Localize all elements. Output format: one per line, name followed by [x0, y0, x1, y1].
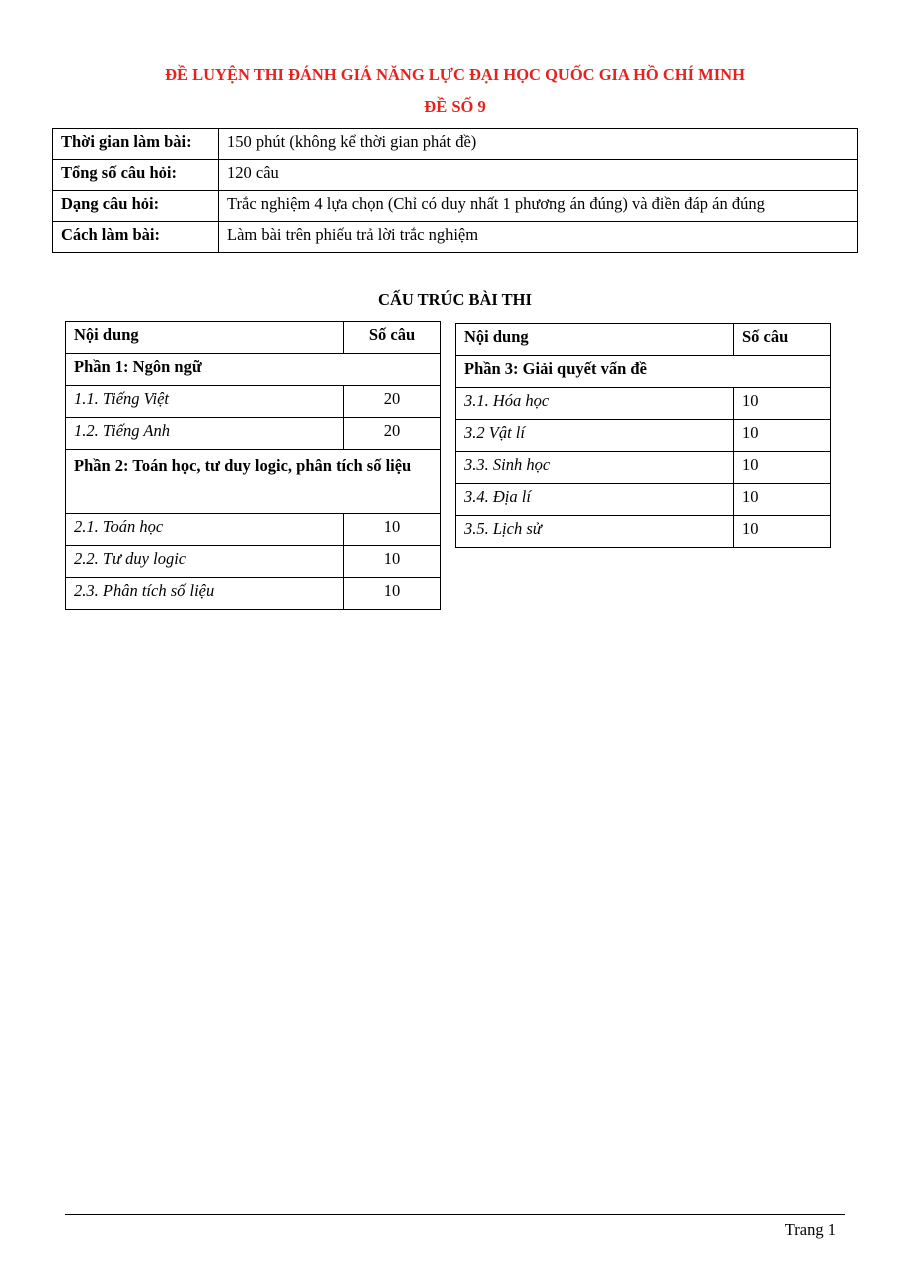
page-number: Trang 1	[784, 1220, 836, 1239]
part-row	[66, 354, 441, 386]
part-row	[66, 450, 441, 514]
info-row	[53, 191, 858, 222]
table-row	[456, 452, 831, 484]
column-header-count: Số câu	[734, 324, 831, 356]
question-count: 10	[344, 514, 441, 546]
subject-name: 2.3. Phân tích số liệu	[66, 578, 344, 610]
column-header-content: Nội dung	[66, 322, 344, 354]
exam-info-table	[52, 128, 858, 253]
info-row	[53, 129, 858, 160]
table-row	[66, 546, 441, 578]
subject-name: 1.2. Tiếng Anh	[66, 418, 344, 450]
subject-name: 1.1. Tiếng Việt	[66, 386, 344, 418]
column-header-content: Nội dung	[456, 324, 734, 356]
question-count: 10	[734, 452, 831, 484]
question-count: 10	[734, 516, 831, 548]
info-value: Làm bài trên phiếu trả lời trắc nghiệm	[219, 222, 858, 253]
info-label: Cách làm bài:	[53, 222, 219, 253]
question-count: 20	[344, 386, 441, 418]
info-label: Tổng số câu hỏi:	[53, 160, 219, 191]
part-row	[456, 356, 831, 388]
structure-table-right	[455, 323, 831, 548]
question-count: 10	[734, 388, 831, 420]
document-title: ĐỀ LUYỆN THI ĐÁNH GIÁ NĂNG LỰC ĐẠI HỌC QUỐC GIA HỒ CHÍ MINH	[165, 65, 745, 84]
part-heading: Phần 3: Giải quyết vấn đề	[456, 356, 831, 388]
table-row	[456, 484, 831, 516]
footer-divider	[65, 1214, 845, 1215]
table-row	[66, 578, 441, 610]
question-count: 10	[734, 484, 831, 516]
info-label: Thời gian làm bài:	[53, 129, 219, 160]
info-value: 150 phút (không kể thời gian phát đề)	[219, 129, 858, 160]
part-heading: Phần 2: Toán học, tư duy logic, phân tích số liệu	[66, 450, 441, 514]
table-header-row	[456, 324, 831, 356]
table-row	[456, 516, 831, 548]
subject-name: 3.1. Hóa học	[456, 388, 734, 420]
part-heading: Phần 1: Ngôn ngữ	[66, 354, 441, 386]
question-count: 10	[344, 546, 441, 578]
subject-name: 2.2. Tư duy logic	[66, 546, 344, 578]
subject-name: 3.5. Lịch sử	[456, 516, 734, 548]
question-count: 20	[344, 418, 441, 450]
table-row	[456, 420, 831, 452]
column-header-count: Số câu	[344, 322, 441, 354]
table-row	[66, 514, 441, 546]
info-row	[53, 160, 858, 191]
table-header-row	[66, 322, 441, 354]
subject-name: 3.4. Địa lí	[456, 484, 734, 516]
info-row	[53, 222, 858, 253]
table-row	[66, 386, 441, 418]
table-row	[456, 388, 831, 420]
structure-heading: CẤU TRÚC BÀI THI	[378, 290, 532, 309]
table-row	[66, 418, 441, 450]
question-count: 10	[344, 578, 441, 610]
info-label: Dạng câu hỏi:	[53, 191, 219, 222]
exam-number: ĐỀ SỐ 9	[424, 97, 486, 116]
info-value: Trắc nghiệm 4 lựa chọn (Chỉ có duy nhất 1 phương án đúng) và điền đáp án đúng	[219, 191, 858, 222]
subject-name: 3.3. Sinh học	[456, 452, 734, 484]
info-value: 120 câu	[219, 160, 858, 191]
structure-table-left	[65, 321, 441, 610]
subject-name: 2.1. Toán học	[66, 514, 344, 546]
question-count: 10	[734, 420, 831, 452]
subject-name: 3.2 Vật lí	[456, 420, 734, 452]
